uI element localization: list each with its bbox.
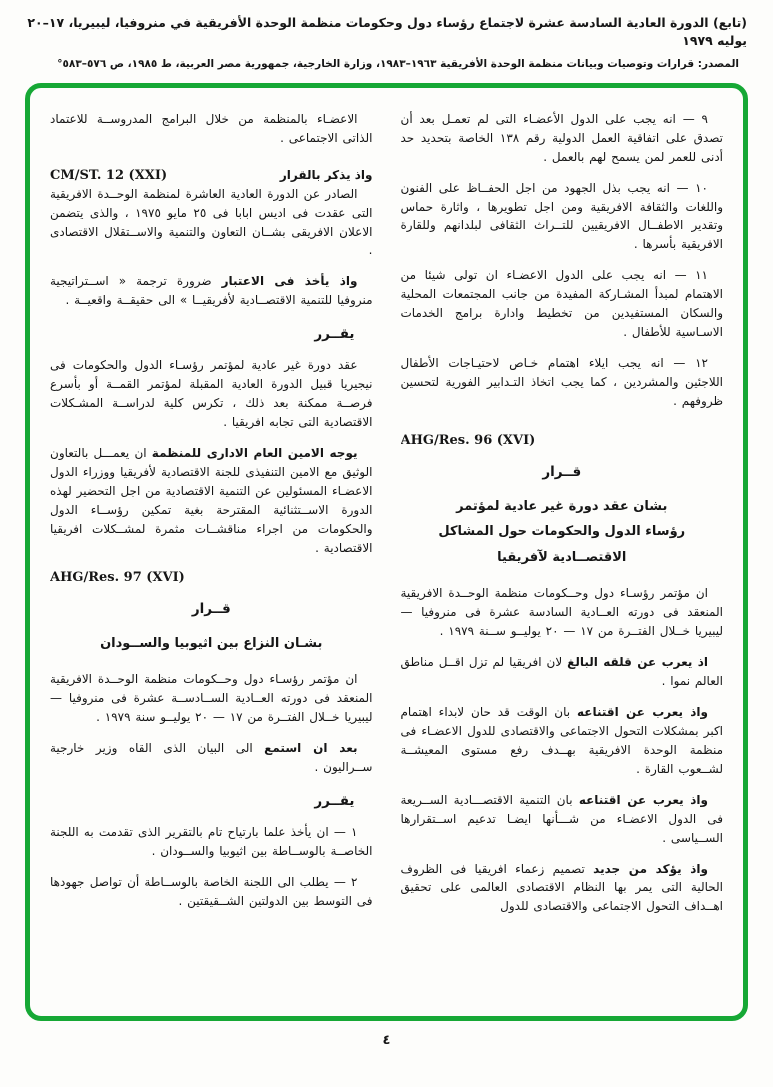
source-citation: المصدر: قرارات وتوصيات وبيانات منظمة الوحدة الأفريقية ١٩٦٣–١٩٨٣، وزارة الخارجية، جمهورية مصر العربية، ط ١٩٨٥، ص ٥٧٦–٥٨٣°	[57, 58, 739, 70]
resolution-subtitle-dispute: بشـان النزاع بين اثيوبيا والســودان	[100, 635, 323, 651]
preamble-lead: واذ يؤكد من جديد	[593, 861, 708, 876]
resolution-subtitle-line3: الاقتصــادية لآفريقيا	[497, 549, 627, 565]
operative-point-2: ٢ — يطلب الى اللجنة الخاصة بالوســاطة أن تواصل جهودها فى التوسط بين الدولتين الشــقيقتين .	[50, 874, 373, 908]
preamble-lead: واذ يعرب عن اقتناعه	[578, 792, 709, 807]
preamble-conference: ان مؤتمر رؤسـاء دول وحــكومات منظمة الوحــدة الافريقية المنعقد فى دورته العــادية الســادســة عشرة فى منروفيا — ليبيريا خــلال الفتــرة من ١٧ — ٢٠ يوليــو سنة ١٩٧٩ .	[50, 672, 373, 725]
operative-lead: يوجه الامين العام الادارى للمنظمة	[151, 446, 358, 461]
preamble-lead: بعد ان استمع	[264, 741, 358, 756]
preamble-consideration	[50, 272, 373, 310]
decides-heading: يقــرر	[314, 792, 355, 809]
preamble-lead: واذ يعرب عن اقتناعه	[577, 704, 709, 719]
preamble-text: لان افريقيا لم تزل اقــل مناطق العالم نموا .	[400, 654, 723, 688]
resolution-code-ahg-96: AHG/Res. 96 (XVI)	[400, 433, 536, 449]
preamble-heard	[50, 739, 373, 777]
preamble-conference: ان مؤتمر رؤسـاء دول وحــكومات منظمة الوحــدة الافريقية المنعقد فى دورته العــادية السادسة عشرة فى منروفيا — ليبيريا خــلال الفتــرة من ١٧ — ٢٠ يوليــو ســنة ١٩٧٩ .	[400, 586, 723, 638]
recall-lead: واذ يذكر بالقرار	[279, 167, 373, 182]
resolution-heading: قــرار	[542, 464, 582, 481]
resolution-subtitle-line2: رؤساء الدول والحكومات حول المشاكل	[438, 524, 686, 540]
column-right	[401, 110, 724, 1006]
preamble-text: بان الوقت قد حان لابداء اهتمام اكبر بمشكلات التحول الاجتماعى والاقتصادى للدول الاعضـاء فى منظمة الوحدة الافريقية بهــدف رفع مستوى المعيشــة لشــعوب القارة .	[400, 704, 723, 776]
resolution-item-10: ١٠ — انه يجب بذل الجهود من اجل الحفــاظ على الفنون واللغات والثقافة الافريقية ومن اجل تطويرها ، واثارة حماس وتقدير الاطفــال الافريقيين للتــراث الثقافى لبلدانهم وللقارة الافريقية بأسرها .	[400, 180, 723, 252]
resolution-heading: قــرار	[191, 600, 231, 617]
resolution-item-11: ١١ — انه يجب على الدول الاعضـاء ان تولى شيئا من الاهتمام لمبدأ المشـاركة المفيدة من جانب المجتمعات المحلية والسكان المستفيدين من تخطيط وادارة برامج الخدمات الاسـاسية للأطفال .	[400, 268, 723, 340]
operative-direct	[50, 444, 373, 558]
preamble-text: الى البيان الذى القاه وزير خارجية ســراليون .	[50, 741, 373, 774]
operative-text: ان يعمـــل بالتعاون الوثيق مع الامين التنفيذى للجنة الاقتصادية لأفريقيا ووزراء الدول الاعضـاء المسئولين عن التنمية الاقتصادية من اجل التحضير لهذه الدورة الاســتثنائية المقترحة بغية تمكين رؤســاء الدول والحكومات من اجراء مناقشــات مثمرة لمشــكلات افريقيا الاقتصادية .	[50, 446, 373, 555]
resolution-subtitle	[401, 494, 724, 570]
paragraph-continuation: الاعضـاء بالمنظمة من خلال البرامج المدروســة للاعتماد الذاتى الاجتماعى .	[50, 111, 373, 145]
recall-paragraph: الصادر عن الدورة العادية العاشرة لمنظمة الوحــدة الافريقية التى عقدت فى اديس ابابا فى ٢٥ مايو ١٩٧٥ ، والذى يتضمن الاعلان الافريقى بشــان التعاون والتنمية والاســتقلال الاقتصادى .	[50, 186, 373, 258]
resolution-code-ahg-97: AHG/Res. 97 (XVI)	[50, 569, 185, 585]
preamble-text: تصميم زعماء افريقيا فى الظروف الحالية التى يمر بها النظام الاقتصادى العالمى على تحقيق اهــداف التحول الاجتماعى والاقتصادى للدول	[400, 861, 723, 914]
column-left	[50, 110, 373, 1006]
preamble-lead: واذ يأخذ فى الاعتبار	[221, 274, 358, 289]
recall-resolution-line	[50, 168, 373, 183]
preamble-text: ضرورة ترجمة « اســتراتيجية منروفيا للتنمية الاقتصــادية لأفريقيــا » الى حقيقــة واقعيــة .	[50, 274, 373, 308]
decides-heading: يقــرر	[314, 326, 355, 343]
resolution-item-12: ١٢ — انه يجب ايلاء اهتمام خـاص لاحتيـاجات الأطفال اللاجئين والمشردين ، كما يجب اتخاذ التـدابير الفورية لتحسين ظروفهم .	[400, 356, 723, 409]
preamble-lead: اذ يعرب عن قلقه البالغ	[567, 654, 708, 669]
document-frame	[25, 83, 748, 1021]
two-column-layout	[50, 110, 723, 1006]
operative-point-1: ١ — ان يأخذ علما بارتياح تام بالتقرير الذى تقدمت به اللجنة الخاصــة بالوســاطة بين اثيوبيا والســودان .	[50, 824, 373, 858]
preamble-text: بان التنمية الاقتصـــادية الســريعة فى الدول الاعضـاء من شـــأنها ايضـا تدعيم اســتقرارها الســياسى .	[400, 792, 723, 845]
resolution-code-cmst-12: CM/ST. 12 (XXI)	[50, 167, 168, 183]
session-title: (تابع) الدورة العادية السادسة عشرة لاجتماع رؤساء دول وحكومات منظمة الوحدة الأفريقية في منروفيا، ليبيريا، ١٧–٢٠ يوليه ١٩٧٩	[27, 15, 747, 48]
preamble-reaffirmation	[401, 860, 724, 917]
preamble-concern	[401, 653, 724, 691]
preamble-conviction-2	[401, 791, 724, 848]
page-number: ٤	[382, 1032, 391, 1048]
preamble-conviction-1	[401, 703, 724, 779]
page-header	[0, 0, 773, 72]
operative-decide: عقد دورة غير عادية لمؤتمر رؤسـاء الدول والحكومات فى نيجيريا قبيل الدورة العادية المقبلة لمؤتمر القمــة أو بأسرع فرصــة ممكنة بعد ذلك ، تكرس كلية لدراســة المشـكلات الاقتصادية التى تجابه افريقيا .	[50, 358, 373, 430]
resolution-item-9: ٩ — انه يجب على الدول الأعضـاء التى لم تعمـل بعد أن تصدق على اتفاقية العمل الدولية رقم ١٣٨ الخاصة بتحديد حد أدنى للعمر لمن يسمح لهم بالعمل .	[400, 111, 723, 164]
resolution-subtitle-line1: بشان عقد دورة غير عادية لمؤتمر	[456, 499, 668, 515]
